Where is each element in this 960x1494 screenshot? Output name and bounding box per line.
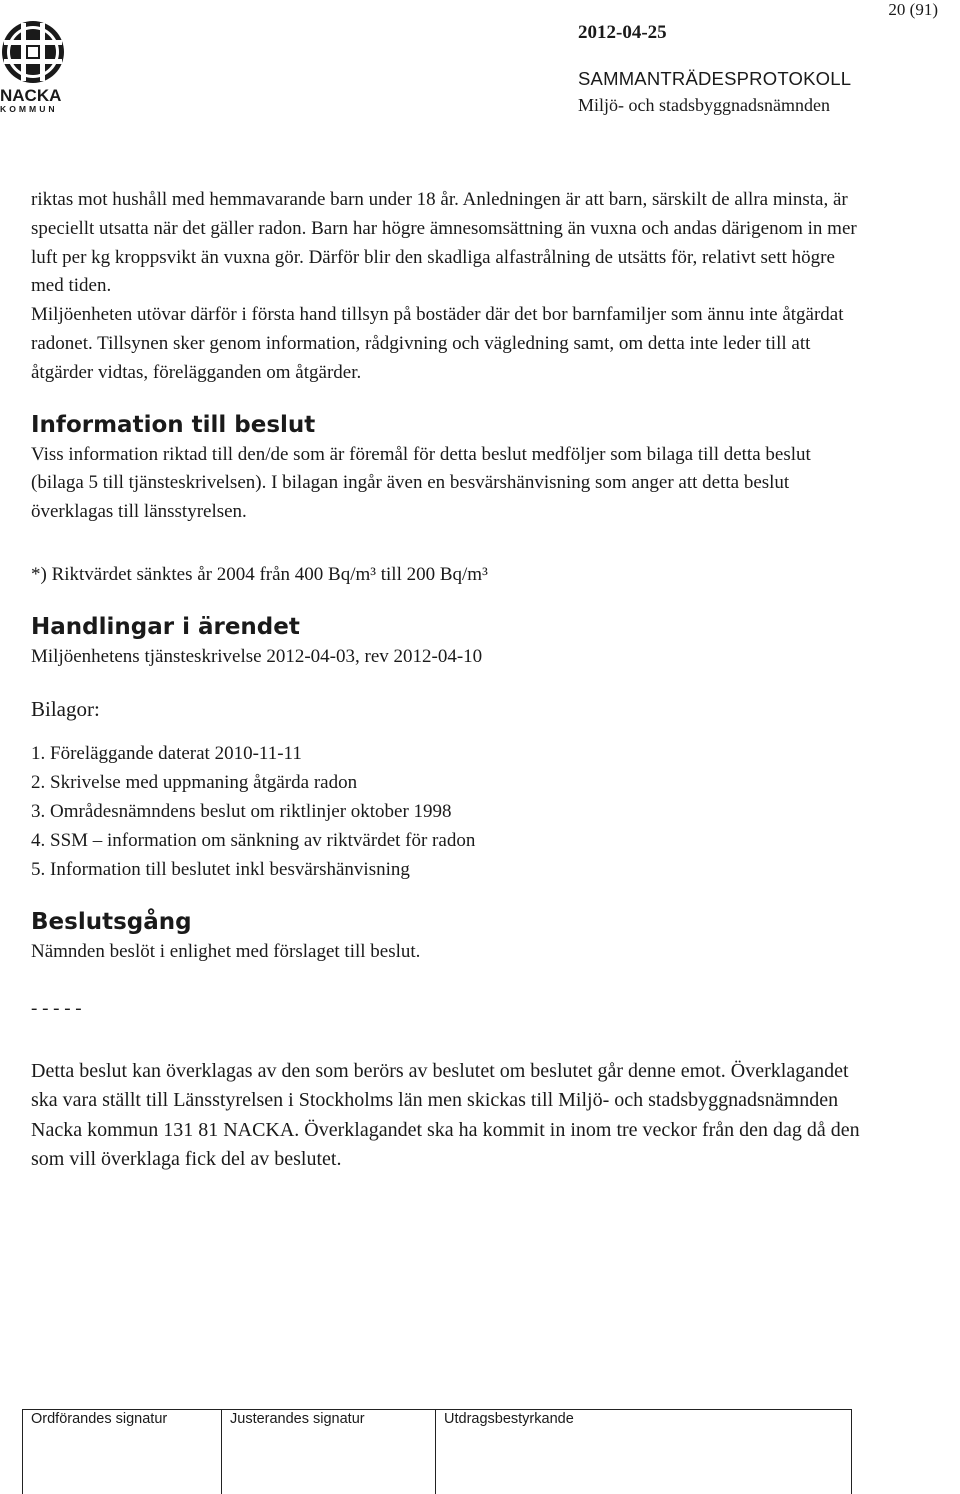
info-heading: Information till beslut	[31, 411, 316, 438]
info-text: Viss information riktad till den/de som är föremål för detta beslut medföljer som bilaga till detta beslut (bilaga 5 till tjänsteskrivelsen). I bilagan ingår även en besvärshänvisning som anger att detta beslut överklagas till länsstyrelsen.	[31, 443, 811, 523]
footnote: *) Riktvärdet sänktes år 2004 från 400 Bq/m³ till 200 Bq/m³	[31, 563, 488, 585]
document-body	[31, 186, 861, 1175]
nacka-logo	[0, 18, 72, 114]
justerande-signature-cell: Justerandes signatur	[222, 1410, 436, 1494]
bilagor-list	[31, 739, 861, 884]
handlingar-heading: Handlingar i ärendet	[31, 613, 300, 640]
logo-text-bottom: KOMMUN	[0, 104, 58, 114]
handlingar-text: Miljöenhetens tjänsteskrivelse 2012-04-03, rev 2012-04-10	[31, 645, 483, 667]
protocol-date: 2012-04-25	[578, 22, 667, 43]
list-item: 5. Information till beslutet inkl besvärshänvisning	[31, 858, 410, 880]
beslutsgang-text: Nämnden beslöt i enlighet med förslaget till beslut.	[31, 940, 421, 962]
page-number: 20 (91)	[888, 0, 938, 19]
list-item: 1. Föreläggande daterat 2010-11-11	[31, 742, 302, 764]
separator: - - - - -	[31, 997, 82, 1019]
beslutsgang-heading: Beslutsgång	[31, 908, 192, 935]
list-item: 2. Skrivelse med uppmaning åtgärda radon	[31, 771, 358, 793]
list-item: 4. SSM – information om sänkning av riktvärdet för radon	[31, 829, 476, 851]
intro-paragraph-1: riktas mot hushåll med hemmavarande barn under 18 år. Anledningen är att barn, särskilt de allra minsta, är speciellt utsatta när det gäller radon. Barn har högre ämnesomsättning än vuxna och andas därigenom in mer luft per kg kroppsvikt än vuxna gör. Därför blir den skadliga alfastrålning de utsätts för, relativt sett högre med tiden.	[31, 189, 857, 297]
logo-seal-icon	[2, 21, 64, 83]
list-item: 3. Områdesnämndens beslut om riktlinjer oktober 1998	[31, 800, 452, 822]
bilagor-label: Bilagor:	[31, 696, 100, 721]
logo-text-top: NACKA	[0, 86, 62, 105]
ordforande-signature-cell: Ordförandes signatur	[23, 1410, 222, 1494]
document-type: SAMMANTRÄDESPROTOKOLL	[578, 68, 852, 89]
signature-table	[22, 1409, 852, 1494]
utdrag-cell: Utdragsbestyrkande	[444, 1411, 574, 1427]
committee-name: Miljö- och stadsbyggnadsnämnden	[578, 95, 830, 115]
intro-paragraph-2: Miljöenheten utövar därför i första hand tillsyn på bostäder där det bor barnfamiljer som ännu inte åtgärdat radonet. Tillsynen sker genom information, rådgivning och vägledning samt, om detta inte leder till att åtgärder vidtas, förelägganden om åtgärder.	[31, 304, 844, 383]
appeal-text: Detta beslut kan överklagas av den som berörs av beslutet om beslutet går denne emot. Överklagandet ska vara ställt till Länsstyrelsen i Stockholms län men skickas till Miljö- och stadsbyggnadsnämnden Nacka kommun 131 81 NACKA. Överklagandet ska ha kommit in inom tre veckor från den dag då den som vill överklaga fick del av beslutet.	[31, 1059, 860, 1171]
